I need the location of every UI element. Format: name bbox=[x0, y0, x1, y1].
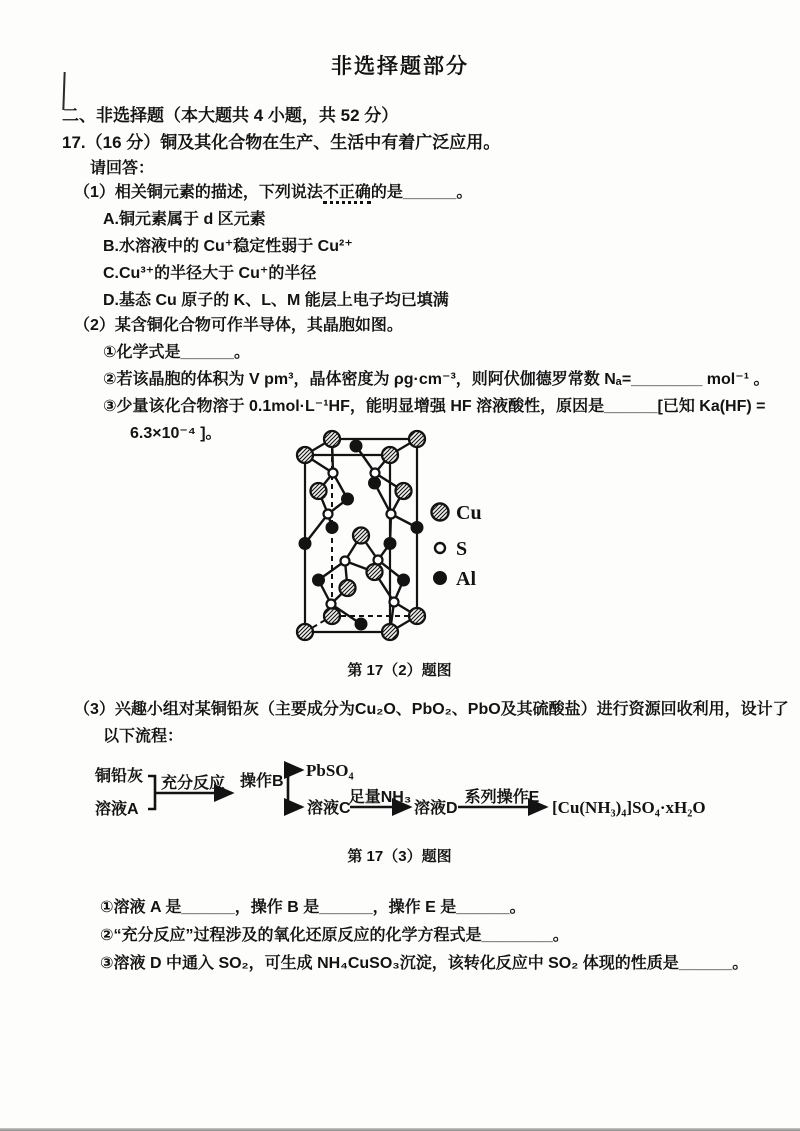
al-atom bbox=[411, 521, 424, 534]
al-legend-label: Al bbox=[456, 568, 476, 590]
s-atom bbox=[371, 469, 380, 478]
s-atom bbox=[341, 557, 350, 566]
part-1-stem-post: 的是______。 bbox=[370, 184, 473, 201]
flow-step1: 操作B bbox=[240, 773, 284, 790]
crystal-legend bbox=[432, 502, 482, 590]
al-atom bbox=[397, 574, 410, 587]
part-3 bbox=[74, 696, 794, 750]
cu-atom bbox=[382, 624, 398, 640]
part-1 bbox=[74, 179, 774, 314]
part-2-q3-line1: ③少量该化合物溶于 0.1mol·L⁻¹HF，能明显增强 HF 溶液酸性，原因是______[已知 Ka(HF) = bbox=[103, 398, 766, 415]
flow-arrow1-label: 充分反应 bbox=[160, 775, 226, 792]
part-2-q1: ①化学式是______。 bbox=[103, 344, 250, 361]
cu-atom bbox=[396, 483, 412, 499]
al-atom bbox=[384, 537, 397, 550]
flow-input-bottom: 溶液A bbox=[95, 801, 139, 818]
part-3-stem-line2: 以下流程： bbox=[103, 728, 184, 745]
cu-atom bbox=[324, 608, 340, 624]
cu-atom bbox=[297, 447, 313, 463]
part-2 bbox=[74, 312, 794, 447]
part-3-q3: ③溶液 D 中通入 SO₂，可生成 NH₄CuSO₃沉淀，该转化反应中 SO₂ 体现的性质是______。 bbox=[100, 955, 749, 972]
part-3-q1: ①溶液 A 是______，操作 B 是______，操作 E 是______。 bbox=[100, 899, 526, 916]
flow-branch-top: PbSO₄ bbox=[306, 761, 354, 780]
process-flowchart bbox=[60, 755, 770, 830]
page-title: 非选择题部分 bbox=[331, 55, 469, 78]
part-3-stem-line1: （3）兴趣小组对某铜铅灰（主要成分为Cu₂O、PbO₂、PbO及其硫酸盐）进行资源回收利用，设计了 bbox=[74, 701, 789, 718]
question-17-intro: 17.（16 分）铜及其化合物在生产、生活中有着广泛应用。 bbox=[62, 133, 501, 152]
option-a: A.铜元素属于 d 区元素 bbox=[103, 211, 266, 228]
s-atom bbox=[327, 600, 336, 609]
cu-atom bbox=[382, 447, 398, 463]
part-1-stem-pre: （1）相关铜元素的描述，下列说法 bbox=[74, 184, 323, 201]
cu-atom bbox=[409, 431, 425, 447]
cu-atom bbox=[340, 580, 356, 596]
part-2-q3-line2: 6.3×10⁻⁴ ]。 bbox=[130, 425, 222, 442]
s-atom bbox=[324, 510, 333, 519]
flow-branch-bottom: 溶液C bbox=[307, 800, 351, 817]
al-atom bbox=[326, 521, 339, 534]
s-legend-icon bbox=[435, 543, 445, 553]
part-1-stem-emphasis: 不正确 bbox=[323, 184, 371, 204]
s-atom bbox=[390, 598, 399, 607]
al-atom bbox=[350, 440, 363, 453]
al-atom bbox=[341, 493, 354, 506]
flow-step2: 溶液D bbox=[414, 800, 458, 817]
s-atom bbox=[329, 469, 338, 478]
s-atom bbox=[387, 510, 396, 519]
part-3-q2: ②“充分反应”过程涉及的氧化还原反应的化学方程式是________。 bbox=[100, 927, 569, 944]
cu-atom bbox=[353, 528, 369, 544]
flow-arrow2-label: 足量NH₃ bbox=[348, 789, 412, 806]
s-legend-label: S bbox=[456, 538, 468, 560]
option-b: B.水溶液中的 Cu⁺稳定性弱于 Cu²⁺ bbox=[103, 238, 353, 255]
option-c: C.Cu³⁺的半径大于 Cu⁺的半径 bbox=[103, 265, 317, 282]
cu-atom bbox=[311, 483, 327, 499]
option-d: D.基态 Cu 原子的 K、L、M 能层上电子均已填满 bbox=[103, 292, 449, 309]
crystal-structure-figure bbox=[283, 428, 508, 658]
section-header: 二、非选择题（本大题共 4 小题，共 52 分） bbox=[62, 106, 399, 125]
al-atom bbox=[299, 537, 312, 550]
cu-atom bbox=[409, 608, 425, 624]
flow-arrow3-label: 系列操作E bbox=[464, 789, 540, 806]
part-3-questions bbox=[100, 894, 790, 978]
part-1-stem bbox=[74, 179, 774, 206]
input-bracket bbox=[148, 776, 155, 809]
please-answer-label: 请回答： bbox=[90, 160, 155, 177]
s-atom bbox=[374, 556, 383, 565]
al-legend-icon bbox=[433, 571, 447, 585]
al-atom bbox=[355, 618, 368, 631]
cu-atom bbox=[297, 624, 313, 640]
figure-17-2-caption: 第 17（2）题图 bbox=[347, 662, 452, 679]
figure-17-3-caption: 第 17（3）题图 bbox=[347, 848, 452, 865]
cu-atom bbox=[324, 431, 340, 447]
cu-atom bbox=[367, 564, 383, 580]
flow-product: [Cu(NH₃)₄]SO₄·xH₂O bbox=[552, 798, 706, 817]
cu-legend-icon bbox=[432, 504, 449, 521]
al-atom bbox=[312, 574, 325, 587]
part-2-stem: （2）某含铜化合物可作半导体，其晶胞如图。 bbox=[74, 317, 403, 334]
part-2-q2: ②若该晶胞的体积为 V pm³，晶体密度为 ρg·cm⁻³，则阿伏伽德罗常数 Nₐ=________ mol⁻¹ 。 bbox=[103, 371, 770, 388]
cu-legend-label: Cu bbox=[456, 502, 482, 524]
flow-input-top: 铜铅灰 bbox=[95, 768, 144, 785]
